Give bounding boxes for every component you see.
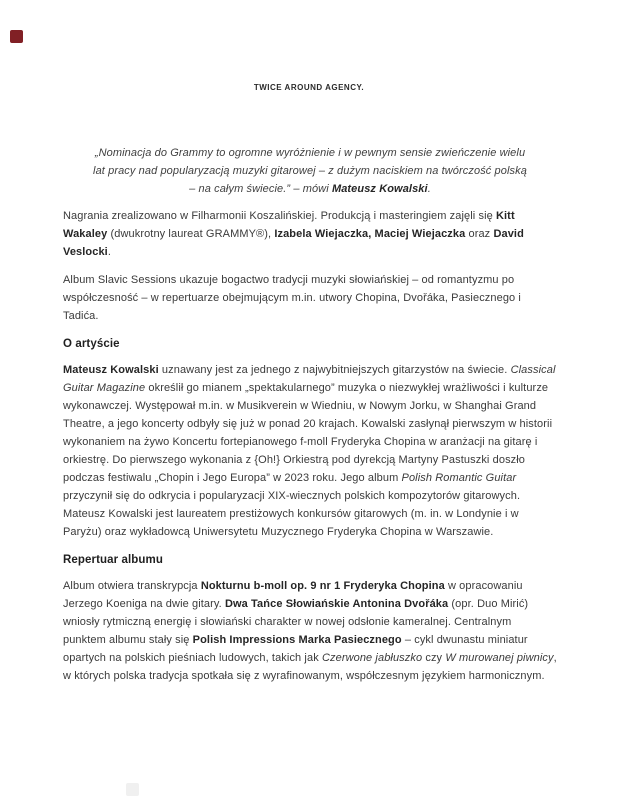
top-left-accent-mark xyxy=(10,30,23,43)
document-content xyxy=(63,144,557,695)
section-heading-repertoire: Repertuar albumu xyxy=(63,554,164,566)
bottom-left-faint-mark xyxy=(126,783,139,796)
agency-header: TWICE AROUND AGENCY. xyxy=(253,83,365,92)
section-heading-about-artist: O artyście xyxy=(63,338,120,350)
lead-quote: „Nominacja do Grammy to ogromne wyróżnienie i w pewnym sensie zwieńczenie wielu lat pracy nad popularyzacją muzyki gitarowej – z dużym naciskiem na twórczość polską – na całym świecie.” – mówi Mateusz Kowalski. xyxy=(93,147,527,195)
paragraph-repertoire: Album otwiera transkrypcja Nokturnu b-moll op. 9 nr 1 Fryderyka Chopina w opracowaniu Jerzego Koeniga na dwie gitary. Dwa Tańce Słowiańskie Antonina Dvořáka (opr. Duo Mirić) wniosły rytmiczną energię i słowiański charakter w nowej odsłonie kameralnej. Centralnym punktem albumu stały się Polish Impressions Marka Pasiecznego – cykl dwunastu miniatur opartych na polskich pieśniach ludowych, takich jak Czerwone jabłuszko czy W murowanej piwnicy, w których polska tradycja spotkała się z wyrafinowanym, współczesnym językiem harmonicznym. xyxy=(63,580,557,682)
paragraph-about-artist: Mateusz Kowalski uznawany jest za jednego z najwybitniejszych gitarzystów na świecie. Classical Guitar Magazine określił go mianem „spektakularnego” muzyka o niezwykłej wrażliwości i kulturze wykonawczej. Występował m.in. w Musikverein w Wiedniu, w Nowym Jorku, w Shanghai Grand Theatre, a jego koncerty odbyły się już w ponad 20 krajach. Kowalski zasłynął pierwszym w historii wykonaniem na żywo Koncertu fortepianowego f-moll Fryderyka Chopina w aranżacji na gitarę i orkiestrę. Do pierwszego wykonania z {Oh!} Orkiestrą pod dyrekcją Martyny Pastuszki doszło podczas festiwalu „Chopin i Jego Europa” w 2023 roku. Jego album Polish Romantic Guitar przyczynił się do odkrycia i popularyzacji XIX-wiecznych polskich kompozytorów gitarowych. Mateusz Kowalski jest laureatem prestiżowych konkursów gitarowych (m. in. w Londynie i w Paryżu) oraz wykładowcą Uniwersytetu Muzycznego Fryderyka Chopina w Warszawie. xyxy=(63,364,556,538)
paragraph-album-overview: Album Slavic Sessions ukazuje bogactwo tradycji muzyki słowiańskiej – od romantyzmu po współczesność – w repertuarze obejmującym m.in. utwory Chopina, Dvořáka, Pasiecznego i Tadića. xyxy=(63,274,521,322)
paragraph-recording-credits: Nagrania zrealizowano w Filharmonii Koszalińskiej. Produkcją i masteringiem zajęli się Kitt Wakaley (dwukrotny laureat GRAMMY®), Izabela Wiejaczka, Maciej Wiejaczka oraz David Veslocki. xyxy=(63,210,524,258)
